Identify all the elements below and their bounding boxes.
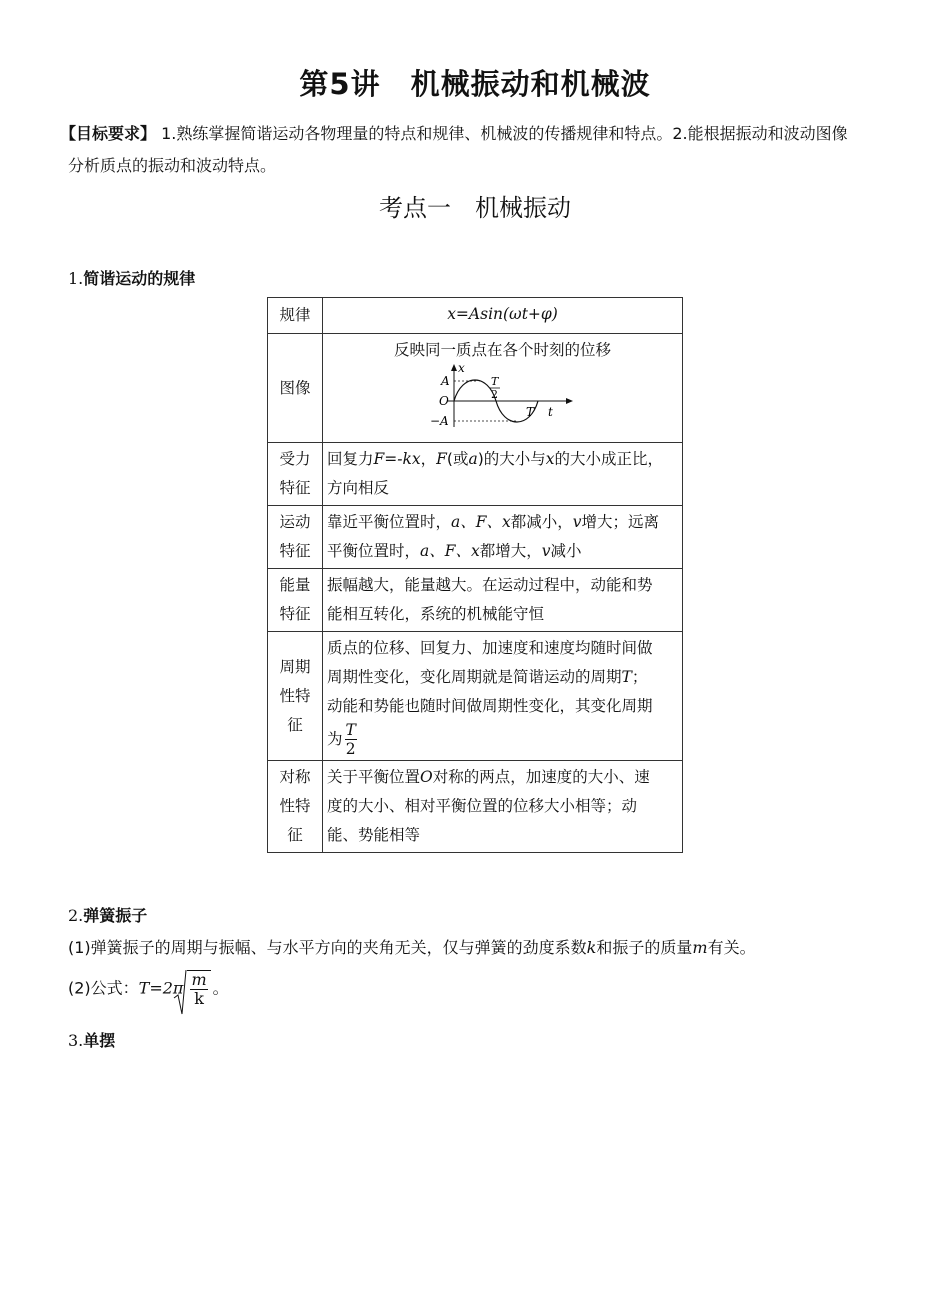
row-key-motion: 运动 特征 bbox=[268, 506, 323, 569]
goal-requirements bbox=[60, 118, 892, 182]
period-label: T bbox=[525, 405, 534, 419]
t-axis-arrow bbox=[566, 398, 573, 404]
amplitude-label: A bbox=[440, 374, 450, 388]
row-value-periodic: 质点的位移、回复力、加速度和速度均随时间做 周期性变化，变化周期就是简谐运动的周期T； 动能和势能也随时间做周期性变化，其变化周期 为 $\frac{T}{2}$ bbox=[323, 632, 683, 761]
row-key-symmetry: 对称 性特 征 bbox=[268, 761, 323, 853]
row-key-graph: 图像 bbox=[268, 334, 323, 443]
lecture-title: 第5讲 机械振动和机械波 bbox=[299, 67, 651, 101]
table-row bbox=[268, 298, 683, 334]
goal-line-2: 分析质点的振动和波动特点。 bbox=[68, 156, 277, 175]
half-period-fraction: $\frac{T}{2}$ bbox=[345, 721, 356, 758]
row-key-energy: 能量 特征 bbox=[268, 569, 323, 632]
t-label: t bbox=[547, 405, 553, 419]
row-value-graph bbox=[323, 334, 683, 443]
table-row bbox=[268, 569, 683, 632]
row-value-motion: 靠近平衡位置时，a、F、x都减小，v增大；远离 平衡位置时，a、F、x都增大，v减小 bbox=[323, 506, 683, 569]
shm-law-table bbox=[267, 297, 683, 853]
table-row bbox=[268, 443, 683, 506]
x-label: x bbox=[457, 363, 465, 375]
row-key-law: 规律 bbox=[268, 298, 323, 334]
row-key-periodic: 周期 性特 征 bbox=[268, 632, 323, 761]
row-value-symmetry: 关于平衡位置O对称的两点，加速度的大小、速 度的大小、相对平衡位置的位移大小相等；动 能、势能相等 bbox=[323, 761, 683, 853]
goal-line-1: 1.熟练掌握简谐运动各物理量的特点和规律、机械波的传播规律和特点。2.能根据振动和波动图像 bbox=[161, 124, 848, 143]
heading-spring-oscillator: 2.弹簧振子 bbox=[68, 906, 148, 925]
origin-label: O bbox=[438, 394, 449, 408]
row-value-formula: x=Asin(ωt+φ) bbox=[323, 298, 683, 334]
goal-tag: 【目标要求】 bbox=[60, 124, 157, 143]
x-axis-arrow bbox=[451, 364, 457, 371]
half-period-den: 2 bbox=[490, 388, 498, 401]
heading-shm-law: 1.简谐运动的规律 bbox=[68, 269, 196, 288]
table-row bbox=[268, 761, 683, 853]
displacement-time-graph bbox=[428, 363, 578, 433]
heading-simple-pendulum: 3.单摆 bbox=[68, 1031, 116, 1050]
row-key-force: 受力 特征 bbox=[268, 443, 323, 506]
table-row bbox=[268, 506, 683, 569]
half-period-num: T bbox=[490, 375, 498, 388]
row-value-energy: 振幅越大，能量越大。在运动过程中，动能和势 能相互转化，系统的机械能守恒 bbox=[323, 569, 683, 632]
section-title: 考点一 机械振动 bbox=[379, 194, 571, 222]
spring-period-formula: (2)公式：T=2π $\frac{m}{k}$ 。 bbox=[68, 970, 229, 1008]
neg-amplitude-label: −A bbox=[429, 414, 449, 428]
square-root: $\frac{m}{k}$ bbox=[185, 970, 212, 1008]
row-value-force: 回复力F=-kx，F(或a)的大小与x的大小成正比， 方向相反 bbox=[323, 443, 683, 506]
spring-period-statement: (1)弹簧振子的周期与振幅、与水平方向的夹角无关，仅与弹簧的劲度系数k和振子的质量m有关。 bbox=[68, 938, 756, 957]
table-row bbox=[268, 334, 683, 443]
table-row bbox=[268, 632, 683, 761]
graph-caption: 反映同一质点在各个时刻的位移 bbox=[393, 341, 611, 359]
